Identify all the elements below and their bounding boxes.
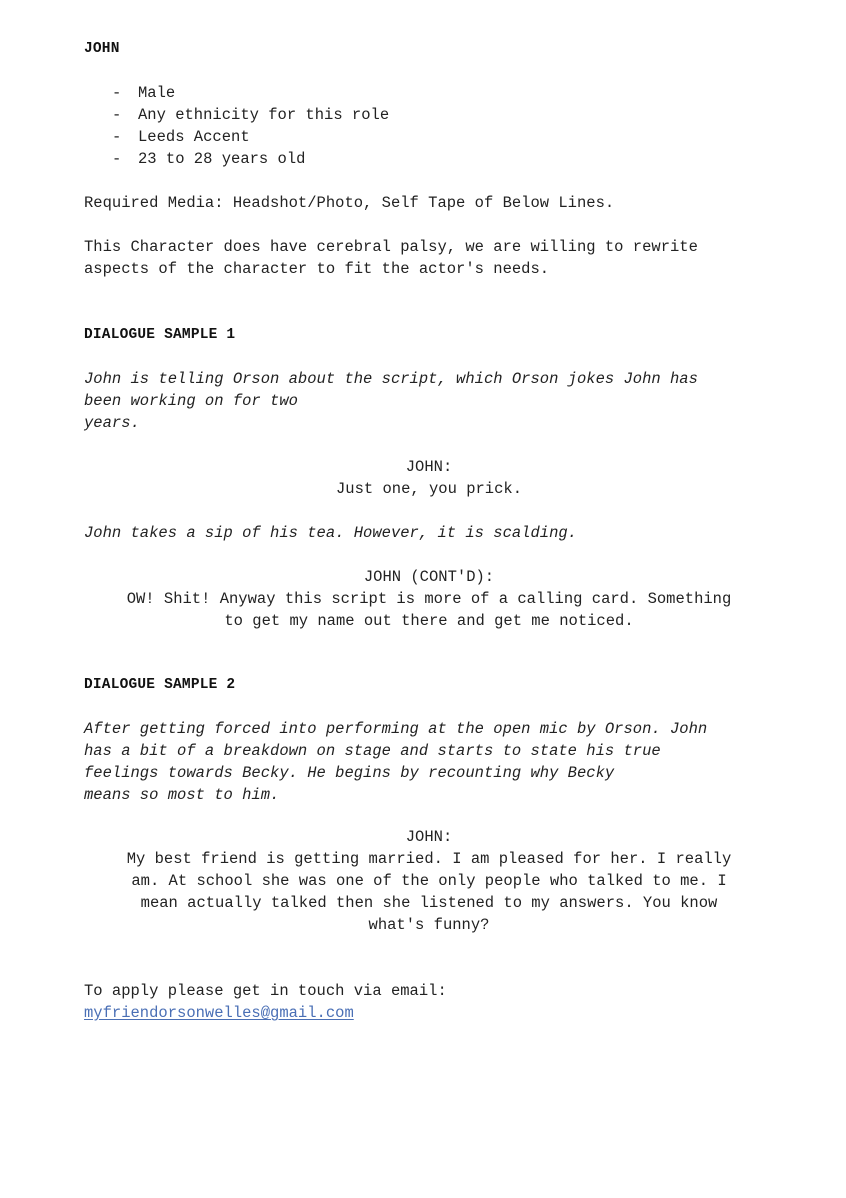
direction-line: years. xyxy=(84,414,140,432)
direction-line: means so most to him. xyxy=(84,786,280,804)
attribute-item: - 23 to 28 years old xyxy=(112,150,306,168)
character-attributes-list xyxy=(84,82,389,170)
dialogue-line: what's funny? xyxy=(368,916,490,934)
dialogue-sample-2-heading: DIALOGUE SAMPLE 2 xyxy=(84,677,236,693)
dialogue-line: to get my name out there and get me noticed. xyxy=(224,612,634,630)
dialogue-line: am. At school she was one of the only people who talked to me. I xyxy=(131,872,727,890)
character-name-heading: JOHN xyxy=(84,41,120,57)
direction-line: After getting forced into performing at the open mic by Orson. John xyxy=(84,720,708,738)
direction-line: John is telling Orson about the script, which Orson jokes John has xyxy=(84,370,698,388)
dialogue-line: mean actually talked then she listened to my answers. You know xyxy=(140,894,718,912)
sample-2-direction xyxy=(84,718,707,806)
required-media-text: Required Media: Headshot/Photo, Self Tape of Below Lines. xyxy=(84,194,615,212)
contact-email-link[interactable]: myfriendorsonwelles@gmail.com xyxy=(84,1004,354,1022)
contact-text: To apply please get in touch via email: xyxy=(84,982,447,1000)
speaker-name-contd: JOHN (CONT'D): xyxy=(363,568,495,586)
dialogue-line: My best friend is getting married. I am pleased for her. I really xyxy=(126,850,732,868)
character-note xyxy=(84,236,698,280)
dialogue-line: OW! Shit! Anyway this script is more of a calling card. Something xyxy=(126,590,732,608)
dialogue-line: Just one, you prick. xyxy=(335,480,523,498)
direction-line: been working on for two xyxy=(84,392,298,410)
speaker-name: JOHN: xyxy=(405,828,453,846)
note-line: This Character does have cerebral palsy, we are willing to rewrite xyxy=(84,238,698,256)
note-line: aspects of the character to fit the actor's needs. xyxy=(84,260,550,278)
direction-line: feelings towards Becky. He begins by recounting why Becky xyxy=(84,764,615,782)
sample-1-direction xyxy=(84,368,698,434)
speaker-name: JOHN: xyxy=(405,458,453,476)
direction-line: has a bit of a breakdown on stage and starts to state his true xyxy=(84,742,661,760)
attribute-item: - Leeds Accent xyxy=(112,128,250,146)
attribute-item: - Male xyxy=(112,84,176,102)
dialogue-sample-1-heading: DIALOGUE SAMPLE 1 xyxy=(84,327,236,343)
action-line: John takes a sip of his tea. However, it is scalding. xyxy=(84,524,577,542)
attribute-item: - Any ethnicity for this role xyxy=(112,106,390,124)
